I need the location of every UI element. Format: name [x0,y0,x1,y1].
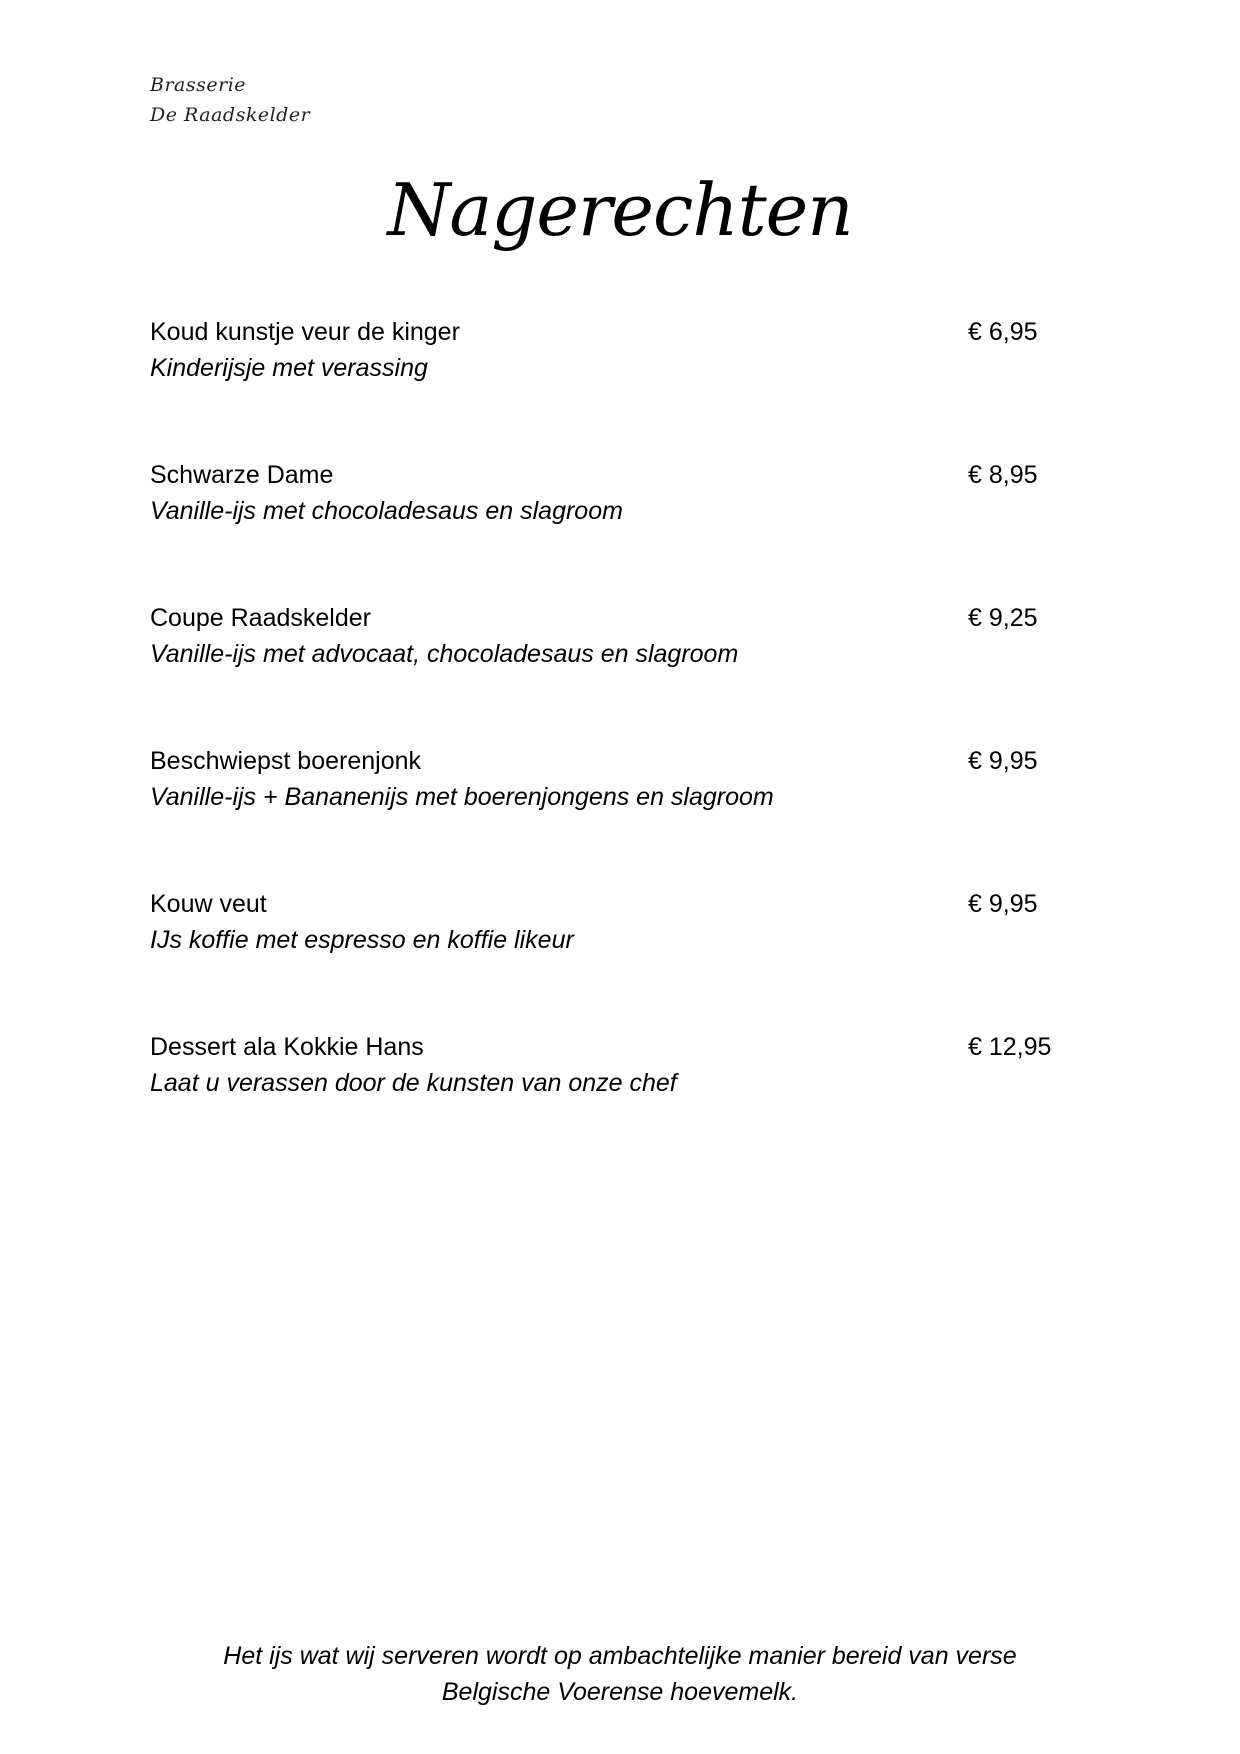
dessert-menu [150,314,1070,1172]
footer-line-2: Belgische Voerense hoevemelk. [441,1678,799,1706]
item-name: Schwarze Dame [150,461,334,489]
brand-line-2: De Raadskelder [150,104,311,126]
menu-item [150,1029,1070,1172]
menu-item [150,314,1070,457]
item-price: € 12,95 [968,1033,1052,1061]
brand-line-1: Brasserie [150,74,247,96]
item-name: Beschwiepst boerenjonk [150,747,421,775]
item-name: Coupe Raadskelder [150,604,371,632]
footer-line-1: Het ijs wat wij serveren wordt op ambachtelijke manier bereid van verse [223,1642,1017,1670]
menu-item [150,457,1070,600]
menu-item [150,886,1070,1029]
item-price: € 6,95 [968,318,1038,346]
item-description: Vanille-ijs + Bananenijs met boerenjongens en slagroom [150,783,774,811]
page-title: Nagerechten [387,168,853,252]
item-price: € 9,25 [968,604,1038,632]
item-name: Kouw veut [150,890,267,918]
menu-item [150,743,1070,886]
item-description: Vanille-ijs met chocoladesaus en slagroom [150,497,623,525]
item-description: IJs koffie met espresso en koffie likeur [150,926,574,954]
item-price: € 9,95 [968,747,1038,775]
item-price: € 9,95 [968,890,1038,918]
brand-name [150,70,310,130]
footer-note [0,1638,1240,1710]
item-description: Laat u verassen door de kunsten van onze chef [150,1069,677,1097]
item-name: Koud kunstje veur de kinger [150,318,460,346]
menu-item [150,600,1070,743]
item-description: Vanille-ijs met advocaat, chocoladesaus en slagroom [150,640,739,668]
item-name: Dessert ala Kokkie Hans [150,1033,424,1061]
item-description: Kinderijsje met verassing [150,354,428,382]
item-price: € 8,95 [968,461,1038,489]
